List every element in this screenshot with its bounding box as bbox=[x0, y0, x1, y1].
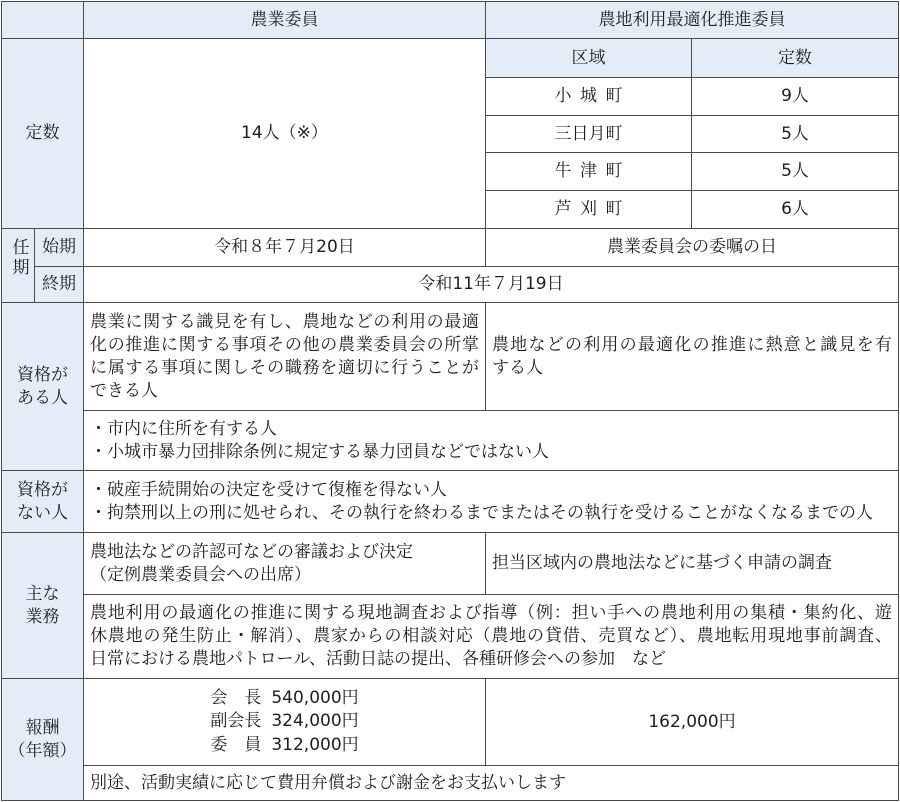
quota-area-cell bbox=[486, 153, 692, 191]
bullet-item: ・市内に住所を有する人 bbox=[90, 418, 277, 439]
duties-agri-committee bbox=[84, 533, 486, 595]
term-start-agri-committee: 令和８年７月20日 bbox=[84, 229, 486, 267]
row-label-qualified bbox=[2, 303, 84, 471]
row-label-line: 資格が bbox=[17, 479, 68, 500]
bullet-item: ・拘禁刑以上の刑に処せられ、その執行を終わるまでまたはその執行を受けることがなくなるまでの人 bbox=[90, 502, 874, 523]
quota-agri-committee: 14人（※） bbox=[84, 39, 486, 229]
quota-subheader-row bbox=[2, 39, 899, 78]
quota-area-name: 小城町 bbox=[554, 86, 623, 106]
quota-count-cell: 5人 bbox=[692, 116, 899, 153]
paragraph-line: に属する事項に関しその職務を適切に行うことが bbox=[90, 357, 479, 378]
compensation-agri-committee bbox=[84, 679, 486, 766]
row-label-duties bbox=[2, 533, 84, 679]
compensation-line-chair bbox=[210, 687, 358, 711]
paragraph-line: 日常における農地パトロール、活動日誌の提出、各種研修会への参加 など bbox=[90, 649, 666, 669]
qualified-row bbox=[2, 303, 899, 411]
quota-area-name: 三日月町 bbox=[554, 123, 623, 144]
row-label-term-end: 終期 bbox=[35, 267, 84, 303]
paragraph-line: 農業に関する識見を有し、農地などの利用の最適 bbox=[90, 311, 479, 332]
compensation-note-row bbox=[2, 766, 899, 801]
qualified-promotion bbox=[486, 303, 899, 411]
compensation-title: 委員 bbox=[210, 734, 262, 755]
row-label-disqualified bbox=[2, 471, 84, 533]
qualified-common-row bbox=[2, 411, 899, 471]
paragraph-line: できる人 bbox=[90, 380, 158, 401]
header-agri-committee: 農業委員 bbox=[84, 2, 486, 39]
compensation-line-vice-chair bbox=[210, 710, 358, 734]
quota-area-name: 芦刈町 bbox=[554, 199, 623, 219]
compensation-promotion: 162,000円 bbox=[486, 679, 899, 766]
paragraph-line: （定例農業委員会への出席） bbox=[90, 564, 311, 585]
qualified-common-list bbox=[84, 411, 899, 471]
quota-count-cell: 5人 bbox=[692, 153, 899, 191]
compensation-note: 別途、活動実績に応じて費用弁償および謝金をお支払いします bbox=[84, 766, 899, 801]
term-end-value: 令和11年７月19日 bbox=[84, 267, 899, 303]
row-label-term-start: 始期 bbox=[35, 229, 84, 267]
quota-col-count: 定数 bbox=[692, 39, 899, 78]
quota-count-cell: 6人 bbox=[692, 191, 899, 229]
paragraph-line: 農地法などの許認可などの審議および決定 bbox=[90, 541, 413, 562]
compensation-title: 副会長 bbox=[210, 711, 262, 732]
duties-common-row bbox=[2, 595, 899, 679]
row-label-line: 報酬 bbox=[25, 717, 60, 738]
disqualified-list bbox=[84, 471, 899, 533]
quota-area-cell bbox=[486, 191, 692, 229]
quota-area-cell bbox=[486, 116, 692, 153]
quota-area-name: 牛津町 bbox=[554, 161, 623, 181]
term-end-row bbox=[2, 267, 899, 303]
term-start-row bbox=[2, 229, 899, 267]
header-row bbox=[2, 2, 899, 39]
compensation-line-member bbox=[210, 734, 358, 758]
duties-row bbox=[2, 533, 899, 595]
duties-common bbox=[84, 595, 899, 679]
quota-count-cell: 9人 bbox=[692, 78, 899, 116]
compensation-title: 会長 bbox=[210, 687, 262, 708]
row-label-line: ある人 bbox=[17, 387, 68, 408]
paragraph-line: する人 bbox=[492, 357, 543, 378]
compensation-row bbox=[2, 679, 899, 766]
row-label-quota: 定数 bbox=[2, 39, 84, 229]
row-label-line: 業務 bbox=[25, 606, 60, 627]
quota-col-area: 区域 bbox=[486, 39, 692, 78]
paragraph-line: 農地などの利用の最適化の推進に熱意と識見を有 bbox=[492, 334, 892, 355]
committee-member-info-table bbox=[1, 1, 899, 801]
bullet-item: ・小城市暴力団排除条例に規定する暴力団員などではない人 bbox=[90, 441, 549, 462]
row-label-term-text: 任期 bbox=[8, 238, 29, 278]
compensation-amount: 312,000円 bbox=[271, 734, 359, 755]
compensation-amount: 324,000円 bbox=[271, 711, 359, 732]
bullet-item: ・破産手続開始の決定を受けて復権を得ない人 bbox=[90, 479, 447, 500]
row-label-line: ない人 bbox=[17, 502, 68, 523]
row-label-line: （年額） bbox=[8, 740, 77, 761]
row-label-line: 主な bbox=[25, 583, 60, 604]
row-label-compensation bbox=[2, 679, 84, 801]
compensation-list bbox=[210, 687, 358, 758]
row-label-line: 資格が bbox=[17, 364, 68, 385]
header-corner-cell bbox=[2, 2, 84, 39]
qualified-agri-committee bbox=[84, 303, 486, 411]
quota-area-cell bbox=[486, 78, 692, 116]
compensation-amount: 540,000円 bbox=[271, 687, 359, 708]
paragraph-line: 休農地の発生防止・解消）、農家からの相談対応（農地の貸借、売買など）、農地転用現地事前調査、 bbox=[90, 626, 892, 646]
paragraph-line: 化の推進に関する事項その他の農業委員会の所掌 bbox=[90, 334, 479, 355]
disqualified-row bbox=[2, 471, 899, 533]
row-label-term bbox=[2, 229, 35, 303]
header-promotion-committee: 農地利用最適化推進委員 bbox=[486, 2, 899, 39]
paragraph-line: 農地利用の最適化の推進に関する現地調査および指導（例：担い手への農地利用の集積・集約化、遊 bbox=[90, 603, 892, 623]
term-start-promotion: 農業委員会の委嘱の日 bbox=[486, 229, 899, 267]
duties-promotion: 担当区域内の農地法などに基づく申請の調査 bbox=[486, 533, 899, 595]
